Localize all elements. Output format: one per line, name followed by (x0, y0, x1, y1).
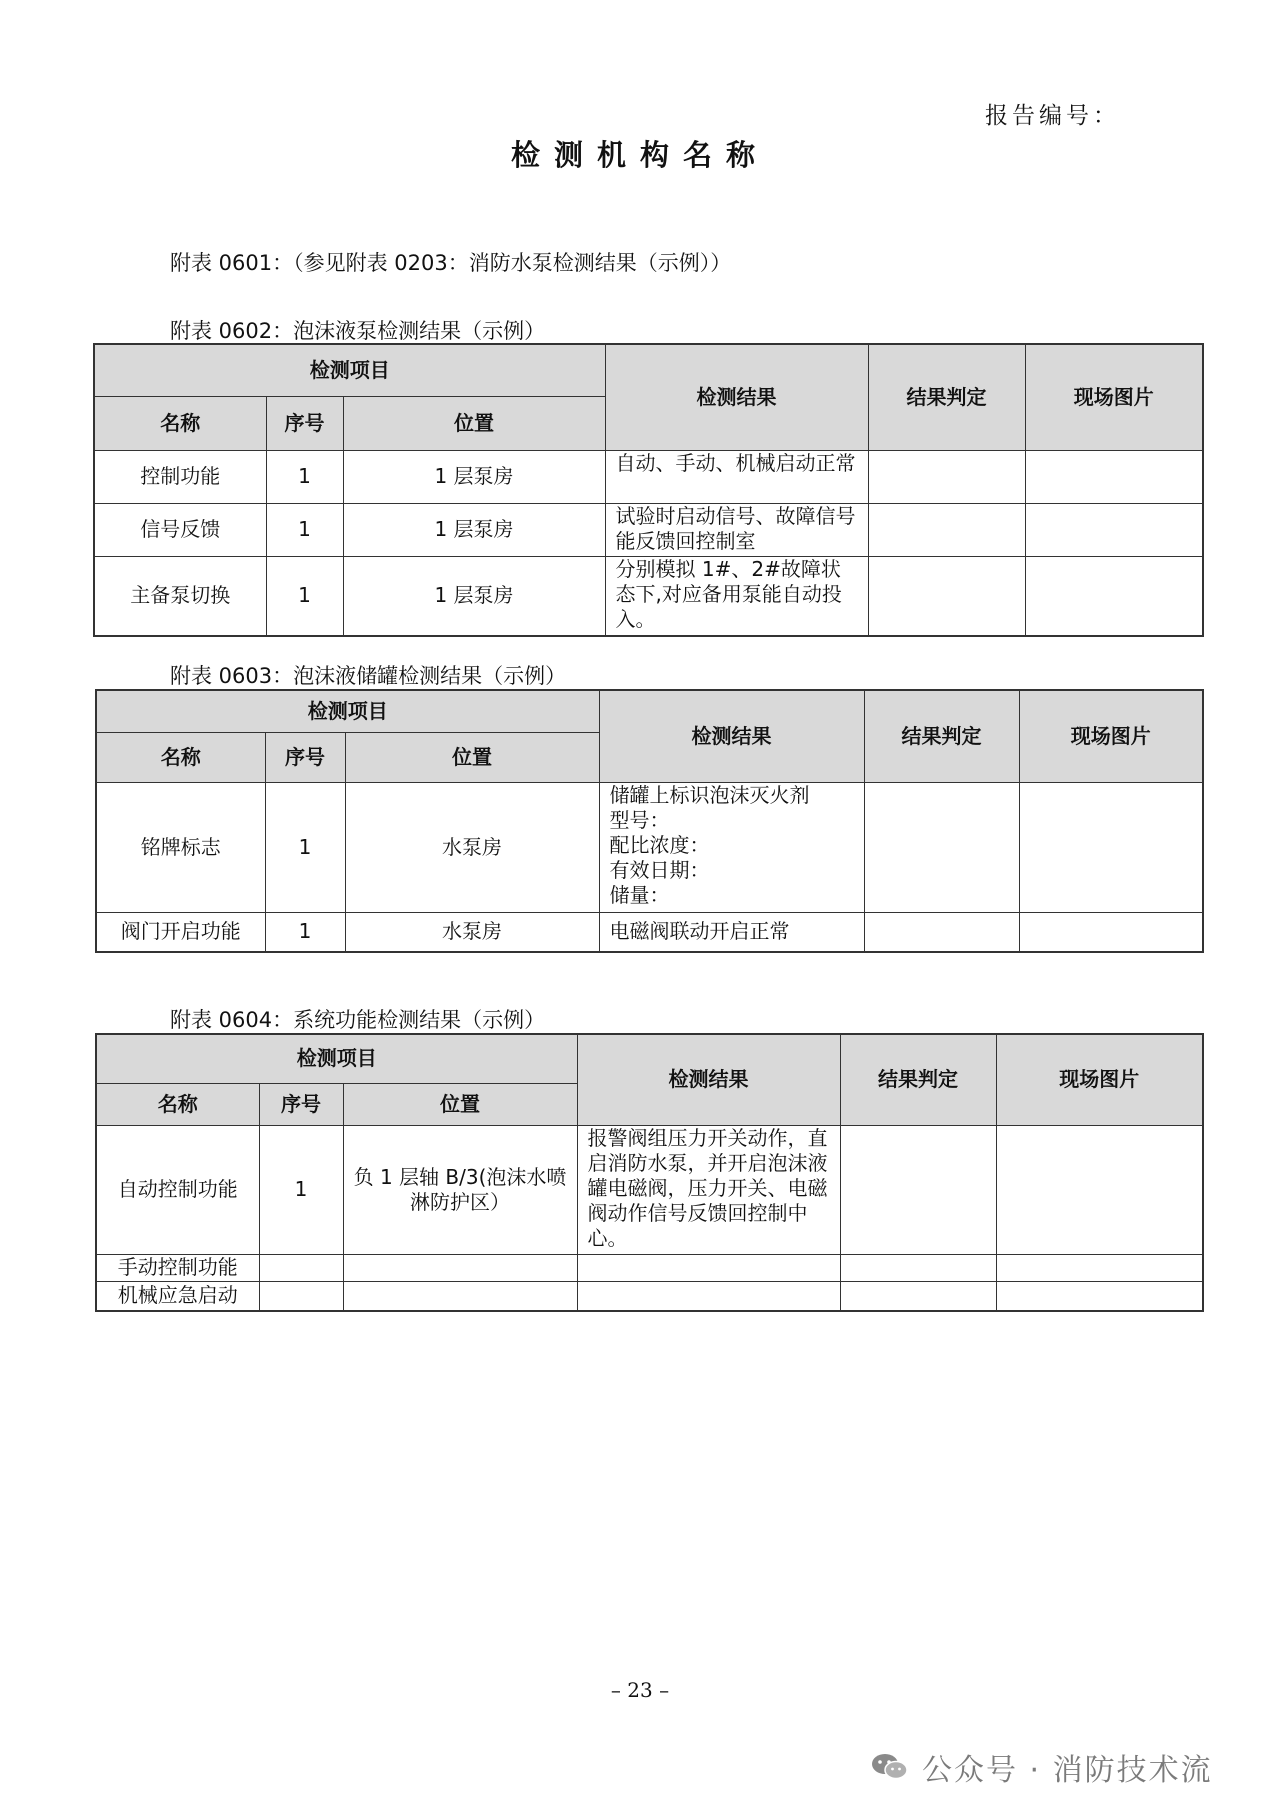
cell-photo (1019, 912, 1203, 952)
cell-seq (259, 1281, 343, 1311)
cell-result: 报警阀组压力开关动作，直启消防水泵，并开启泡沫液罐电磁阀，压力开关、电磁阀动作信号反馈回控制中心。 (577, 1125, 840, 1254)
header-result: 检测结果 (577, 1034, 840, 1125)
header-judgement: 结果判定 (868, 344, 1025, 450)
cell-judgement (868, 450, 1025, 503)
header-seq: 序号 (259, 1083, 343, 1125)
cell-seq: 1 (265, 782, 345, 912)
cell-location: 负 1 层轴 B/3(泡沫水喷淋防护区） (343, 1125, 577, 1254)
caption-0603: 附表 0603：泡沫液储罐检测结果（示例） (170, 664, 567, 688)
cell-seq: 1 (259, 1125, 343, 1254)
cell-judgement (864, 782, 1019, 912)
cell-result: 试验时启动信号、故障信号能反馈回控制室 (605, 503, 868, 556)
cell-name: 信号反馈 (94, 503, 266, 556)
table-0603 (95, 689, 1204, 953)
table-0604 (95, 1033, 1204, 1312)
cell-name: 主备泵切换 (94, 556, 266, 636)
cell-judgement (840, 1281, 996, 1311)
header-group: 检测项目 (96, 690, 599, 732)
organization-title: 检测机构名称 (510, 138, 769, 172)
cell-result (577, 1281, 840, 1311)
header-location: 位置 (343, 396, 605, 450)
cell-result: 电磁阀联动开启正常 (599, 912, 864, 952)
caption-0601: 附表 0601：（参见附表 0203：消防水泵检测结果（示例）） (170, 251, 732, 275)
header-judgement: 结果判定 (840, 1034, 996, 1125)
cell-photo (1025, 503, 1203, 556)
cell-name: 机械应急启动 (96, 1281, 259, 1311)
caption-0604: 附表 0604：系统功能检测结果（示例） (170, 1008, 546, 1032)
table-row (94, 556, 1203, 636)
header-location: 位置 (345, 732, 599, 782)
header-name: 名称 (94, 396, 266, 450)
header-result: 检测结果 (605, 344, 868, 450)
cell-seq (259, 1254, 343, 1281)
cell-seq: 1 (265, 912, 345, 952)
cell-judgement (868, 503, 1025, 556)
cell-location (343, 1281, 577, 1311)
header-group: 检测项目 (96, 1034, 577, 1083)
header-location: 位置 (343, 1083, 577, 1125)
header-result: 检测结果 (599, 690, 864, 782)
table-row (94, 503, 1203, 556)
cell-judgement (864, 912, 1019, 952)
cell-location: 1 层泵房 (343, 450, 605, 503)
header-photo: 现场图片 (1019, 690, 1203, 782)
caption-0602: 附表 0602：泡沫液泵检测结果（示例） (170, 319, 546, 343)
table-row (96, 1254, 1203, 1281)
cell-seq: 1 (266, 556, 343, 636)
cell-photo (996, 1125, 1203, 1254)
cell-location: 1 层泵房 (343, 503, 605, 556)
page-number: – 23 – (610, 1678, 670, 1702)
table-row (96, 1281, 1203, 1311)
cell-name: 自动控制功能 (96, 1125, 259, 1254)
cell-name: 铭牌标志 (96, 782, 265, 912)
cell-result (577, 1254, 840, 1281)
cell-judgement (840, 1254, 996, 1281)
watermark-text: 公众号 · 消防技术流 (922, 1753, 1213, 1788)
cell-location: 水泵房 (345, 782, 599, 912)
table-row (96, 912, 1203, 952)
cell-judgement (868, 556, 1025, 636)
header-judgement: 结果判定 (864, 690, 1019, 782)
cell-photo (996, 1281, 1203, 1311)
cell-location: 水泵房 (345, 912, 599, 952)
cell-result: 自动、手动、机械启动正常 (605, 450, 868, 503)
cell-photo (1019, 782, 1203, 912)
watermark (870, 1745, 1213, 1789)
cell-seq: 1 (266, 503, 343, 556)
cell-photo (996, 1254, 1203, 1281)
header-seq: 序号 (265, 732, 345, 782)
report-number-label: 报告编号： (985, 103, 1120, 129)
cell-judgement (840, 1125, 996, 1254)
cell-name: 手动控制功能 (96, 1254, 259, 1281)
table-row (96, 1125, 1203, 1254)
wechat-icon (870, 1752, 910, 1782)
header-seq: 序号 (266, 396, 343, 450)
table-row (96, 782, 1203, 912)
cell-result: 分别模拟 1#、2#故障状态下,对应备用泵能自动投入。 (605, 556, 868, 636)
cell-seq: 1 (266, 450, 343, 503)
table-0602 (93, 343, 1204, 637)
table-row (94, 450, 1203, 503)
header-group: 检测项目 (94, 344, 605, 396)
cell-photo (1025, 556, 1203, 636)
cell-location (343, 1254, 577, 1281)
cell-photo (1025, 450, 1203, 503)
cell-location: 1 层泵房 (343, 556, 605, 636)
header-name: 名称 (96, 732, 265, 782)
header-photo: 现场图片 (1025, 344, 1203, 450)
cell-name: 控制功能 (94, 450, 266, 503)
cell-result: 储罐上标识泡沫灭火剂 型号： 配比浓度： 有效日期： 储量： (599, 782, 864, 912)
cell-name: 阀门开启功能 (96, 912, 265, 952)
header-photo: 现场图片 (996, 1034, 1203, 1125)
header-name: 名称 (96, 1083, 259, 1125)
